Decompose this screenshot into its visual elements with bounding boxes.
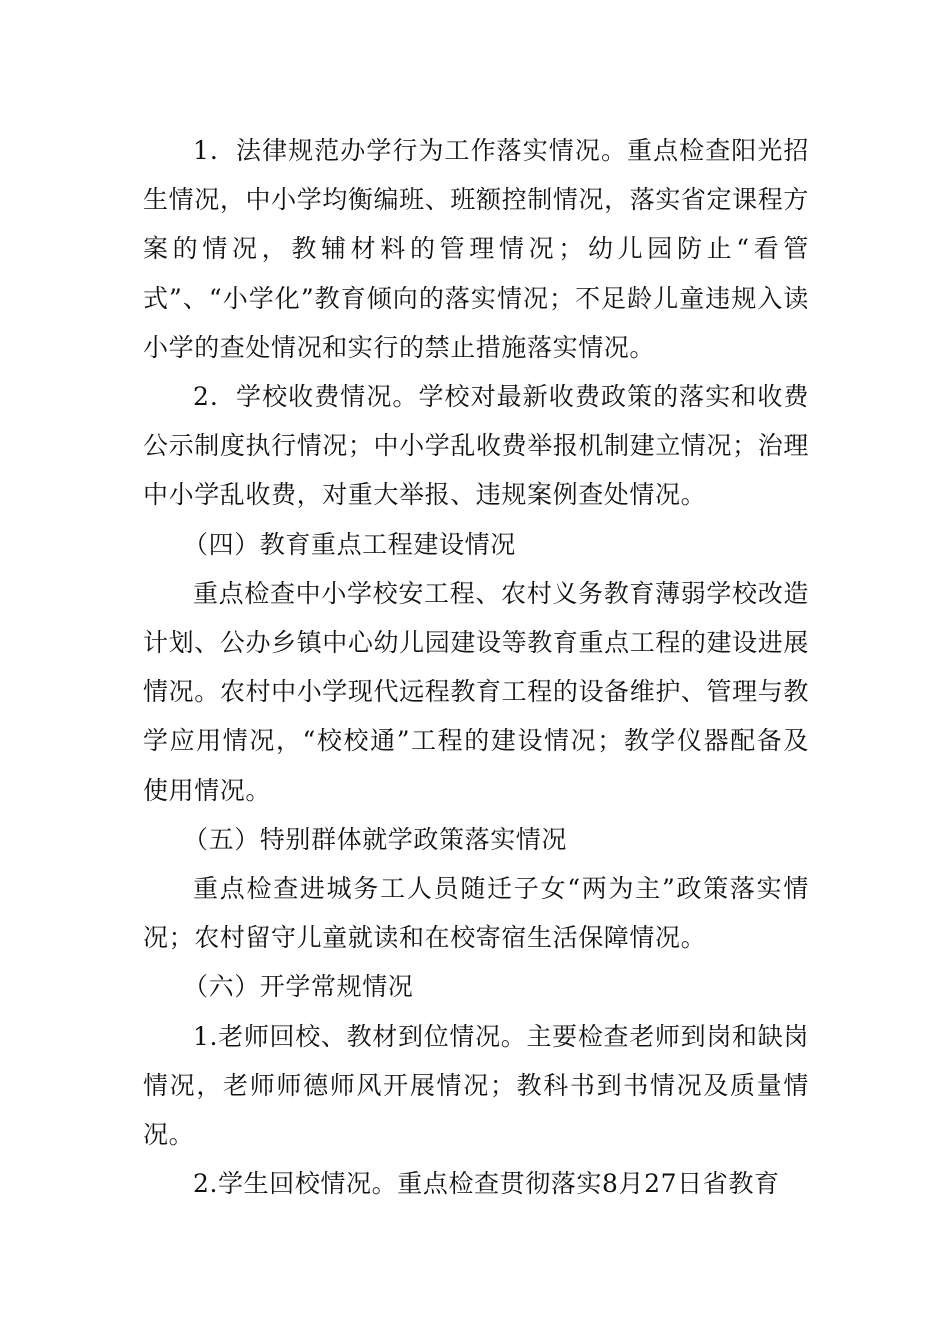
paragraph-special-groups: 重点检查进城务工人员随迁子女“两为主”政策落实情况；农村留守儿童就读和在校寄宿生活保障情况。 xyxy=(143,874,809,953)
section-heading-special-groups: （五）特别群体就学政策落实情况 xyxy=(183,824,568,854)
paragraph-teachers-return: 1.老师回校、教材到位情况。主要检查老师到岗和缺岗情况，老师师德师风开展情况；教科书到书情况及质量情况。 xyxy=(143,1021,809,1150)
paragraph-students-return: 2.学生回校情况。重点检查贯彻落实8月27日省教育 xyxy=(193,1169,780,1199)
paragraph-school-fees: 2．学校收费情况。学校对最新收费政策的落实和收费公示制度执行情况；中小学乱收费举报机制建立情况；治理中小学乱收费，对重大举报、违规案例查处情况。 xyxy=(143,382,809,510)
paragraph-key-projects: 重点检查中小学校安工程、农村义务教育薄弱学校改造计划、公办乡镇中心幼儿园建设等教育重点工程的建设进展情况。农村中小学现代远程教育工程的设备维护、管理与教学应用情况，“校校通”工程的建设情况；教学仪器配备及使用情况。 xyxy=(143,578,809,805)
section-heading-key-projects: （四）教育重点工程建设情况 xyxy=(183,529,516,559)
section-heading-school-opening: （六）开学常规情况 xyxy=(183,972,414,1002)
paragraph-law-compliance: 1．法律规范办学行为工作落实情况。重点检查阳光招生情况，中小学均衡编班、班额控制情况，落实省定课程方案的情况，教辅材料的管理情况；幼儿园防止“看管式”、“小学化”教育倾向的落实情况；不足龄儿童违规入读小学的查处情况和实行的禁止措施落实情况。 xyxy=(143,136,809,362)
document-body xyxy=(143,126,809,1208)
